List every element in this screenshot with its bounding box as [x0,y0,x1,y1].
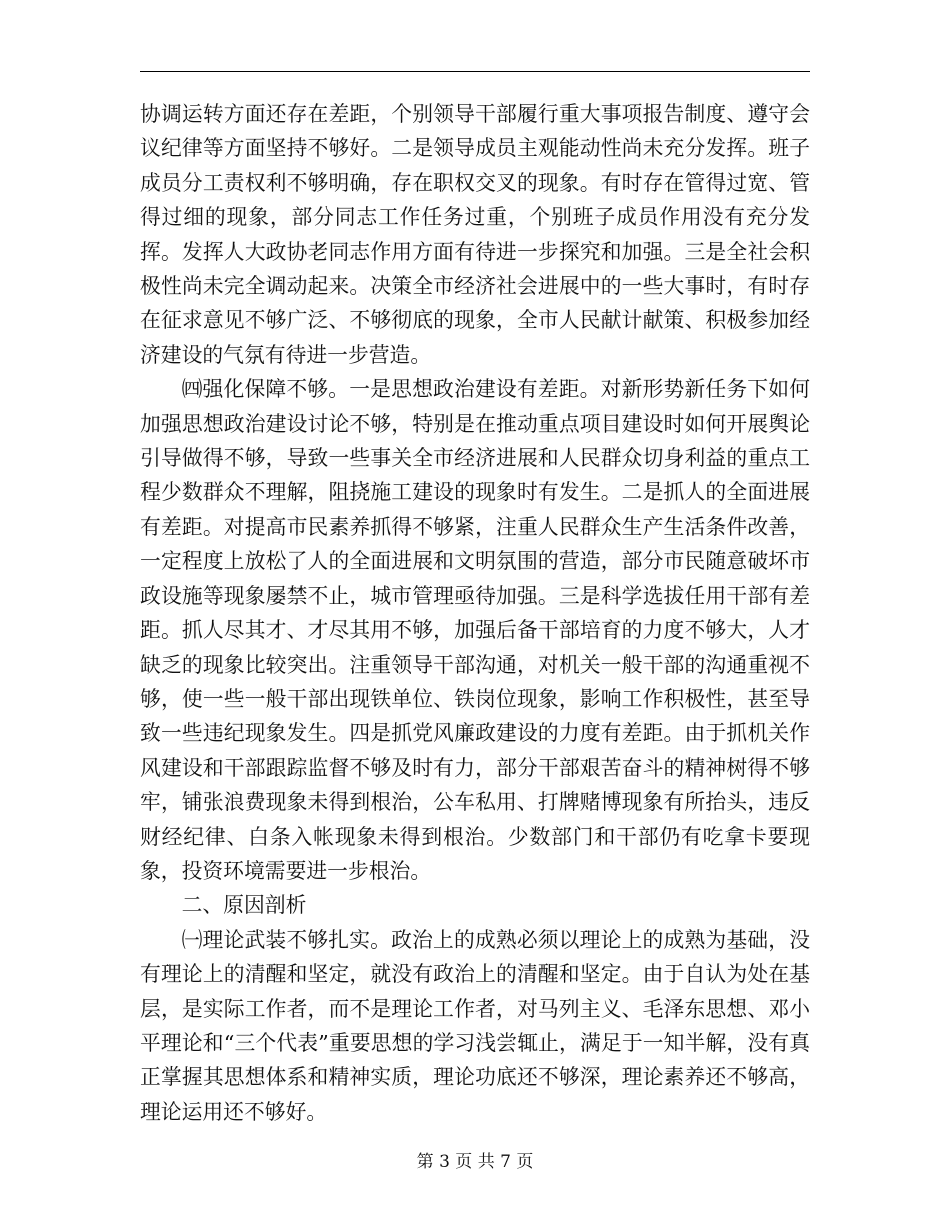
paragraph-continued: 协调运转方面还存在差距，个别领导干部履行重大事项报告制度、遵守会议纪律等方面坚持不够好。二是领导成员主观能动性尚未充分发挥。班子成员分工责权利不够明确，存在职权交叉的现象。有时存在管得过宽、管得过细的现象，部分同志工作任务过重，个别班子成员作用没有充分发挥。发挥人大政协老同志作用方面有待进一步探究和加强。三是全社会积极性尚未完全调动起来。决策全市经济社会进展中的一些大事时，有时存在征求意见不够广泛、不够彻底的现象，全市人民献计献策、积极参加经济建设的气氛有待进一步营造。 [140,102,810,367]
paragraph-section-1: ㈠理论武装不够扎实。政治上的成熟必须以理论上的成熟为基础，没有理论上的清醒和坚定，就没有政治上的清醒和坚定。由于自认为处在基层，是实际工作者，而不是理论工作者，对马列主义、毛泽东思想、邓小平理论和“三个代表”重要思想的学习浅尝辄止，满足于一知半解，没有真正掌握其思想体系和精神实质，理论功底还不够深，理论素养还不够高，理论运用还不够好。 [140,927,810,1124]
document-body [140,97,810,1129]
page-footer: 第 3 页 共 7 页 [416,1152,534,1172]
header-rule [140,71,810,72]
section-heading-cause-analysis: 二、原因剖析 [181,893,307,918]
paragraph-section-4: ㈣强化保障不够。一是思想政治建设有差距。对新形势新任务下如何加强思想政治建设讨论不够，特别是在推动重点项目建设时如何开展舆论引导做得不够，导致一些事关全市经济进展和人民群众切身利益的重点工程少数群众不理解，阻挠施工建设的现象时有发生。二是抓人的全面进展有差距。对提高市民素养抓得不够紧，注重人民群众生产生活条件改善，一定程度上放松了人的全面进展和文明氛围的营造，部分市民随意破坏市政设施等现象屡禁不止，城市管理亟待加强。三是科学选拔任用干部有差距。抓人尽其才、才尽其用不够，加强后备干部培育的力度不够大，人才缺乏的现象比较突出。注重领导干部沟通，对机关一般干部的沟通重视不够，使一些一般干部出现铁单位、铁岗位现象，影响工作积极性，甚至导致一些违纪现象发生。四是抓党风廉政建设的力度有差距。由于抓机关作风建设和干部跟踪监督不够及时有力，部分干部艰苦奋斗的精神树得不够牢，铺张浪费现象未得到根治，公车私用、打牌赌博现象有所抬头，违反财经纪律、白条入帐现象未得到根治。少数部门和干部仍有吃拿卡要现象，投资环境需要进一步根治。 [140,377,810,883]
